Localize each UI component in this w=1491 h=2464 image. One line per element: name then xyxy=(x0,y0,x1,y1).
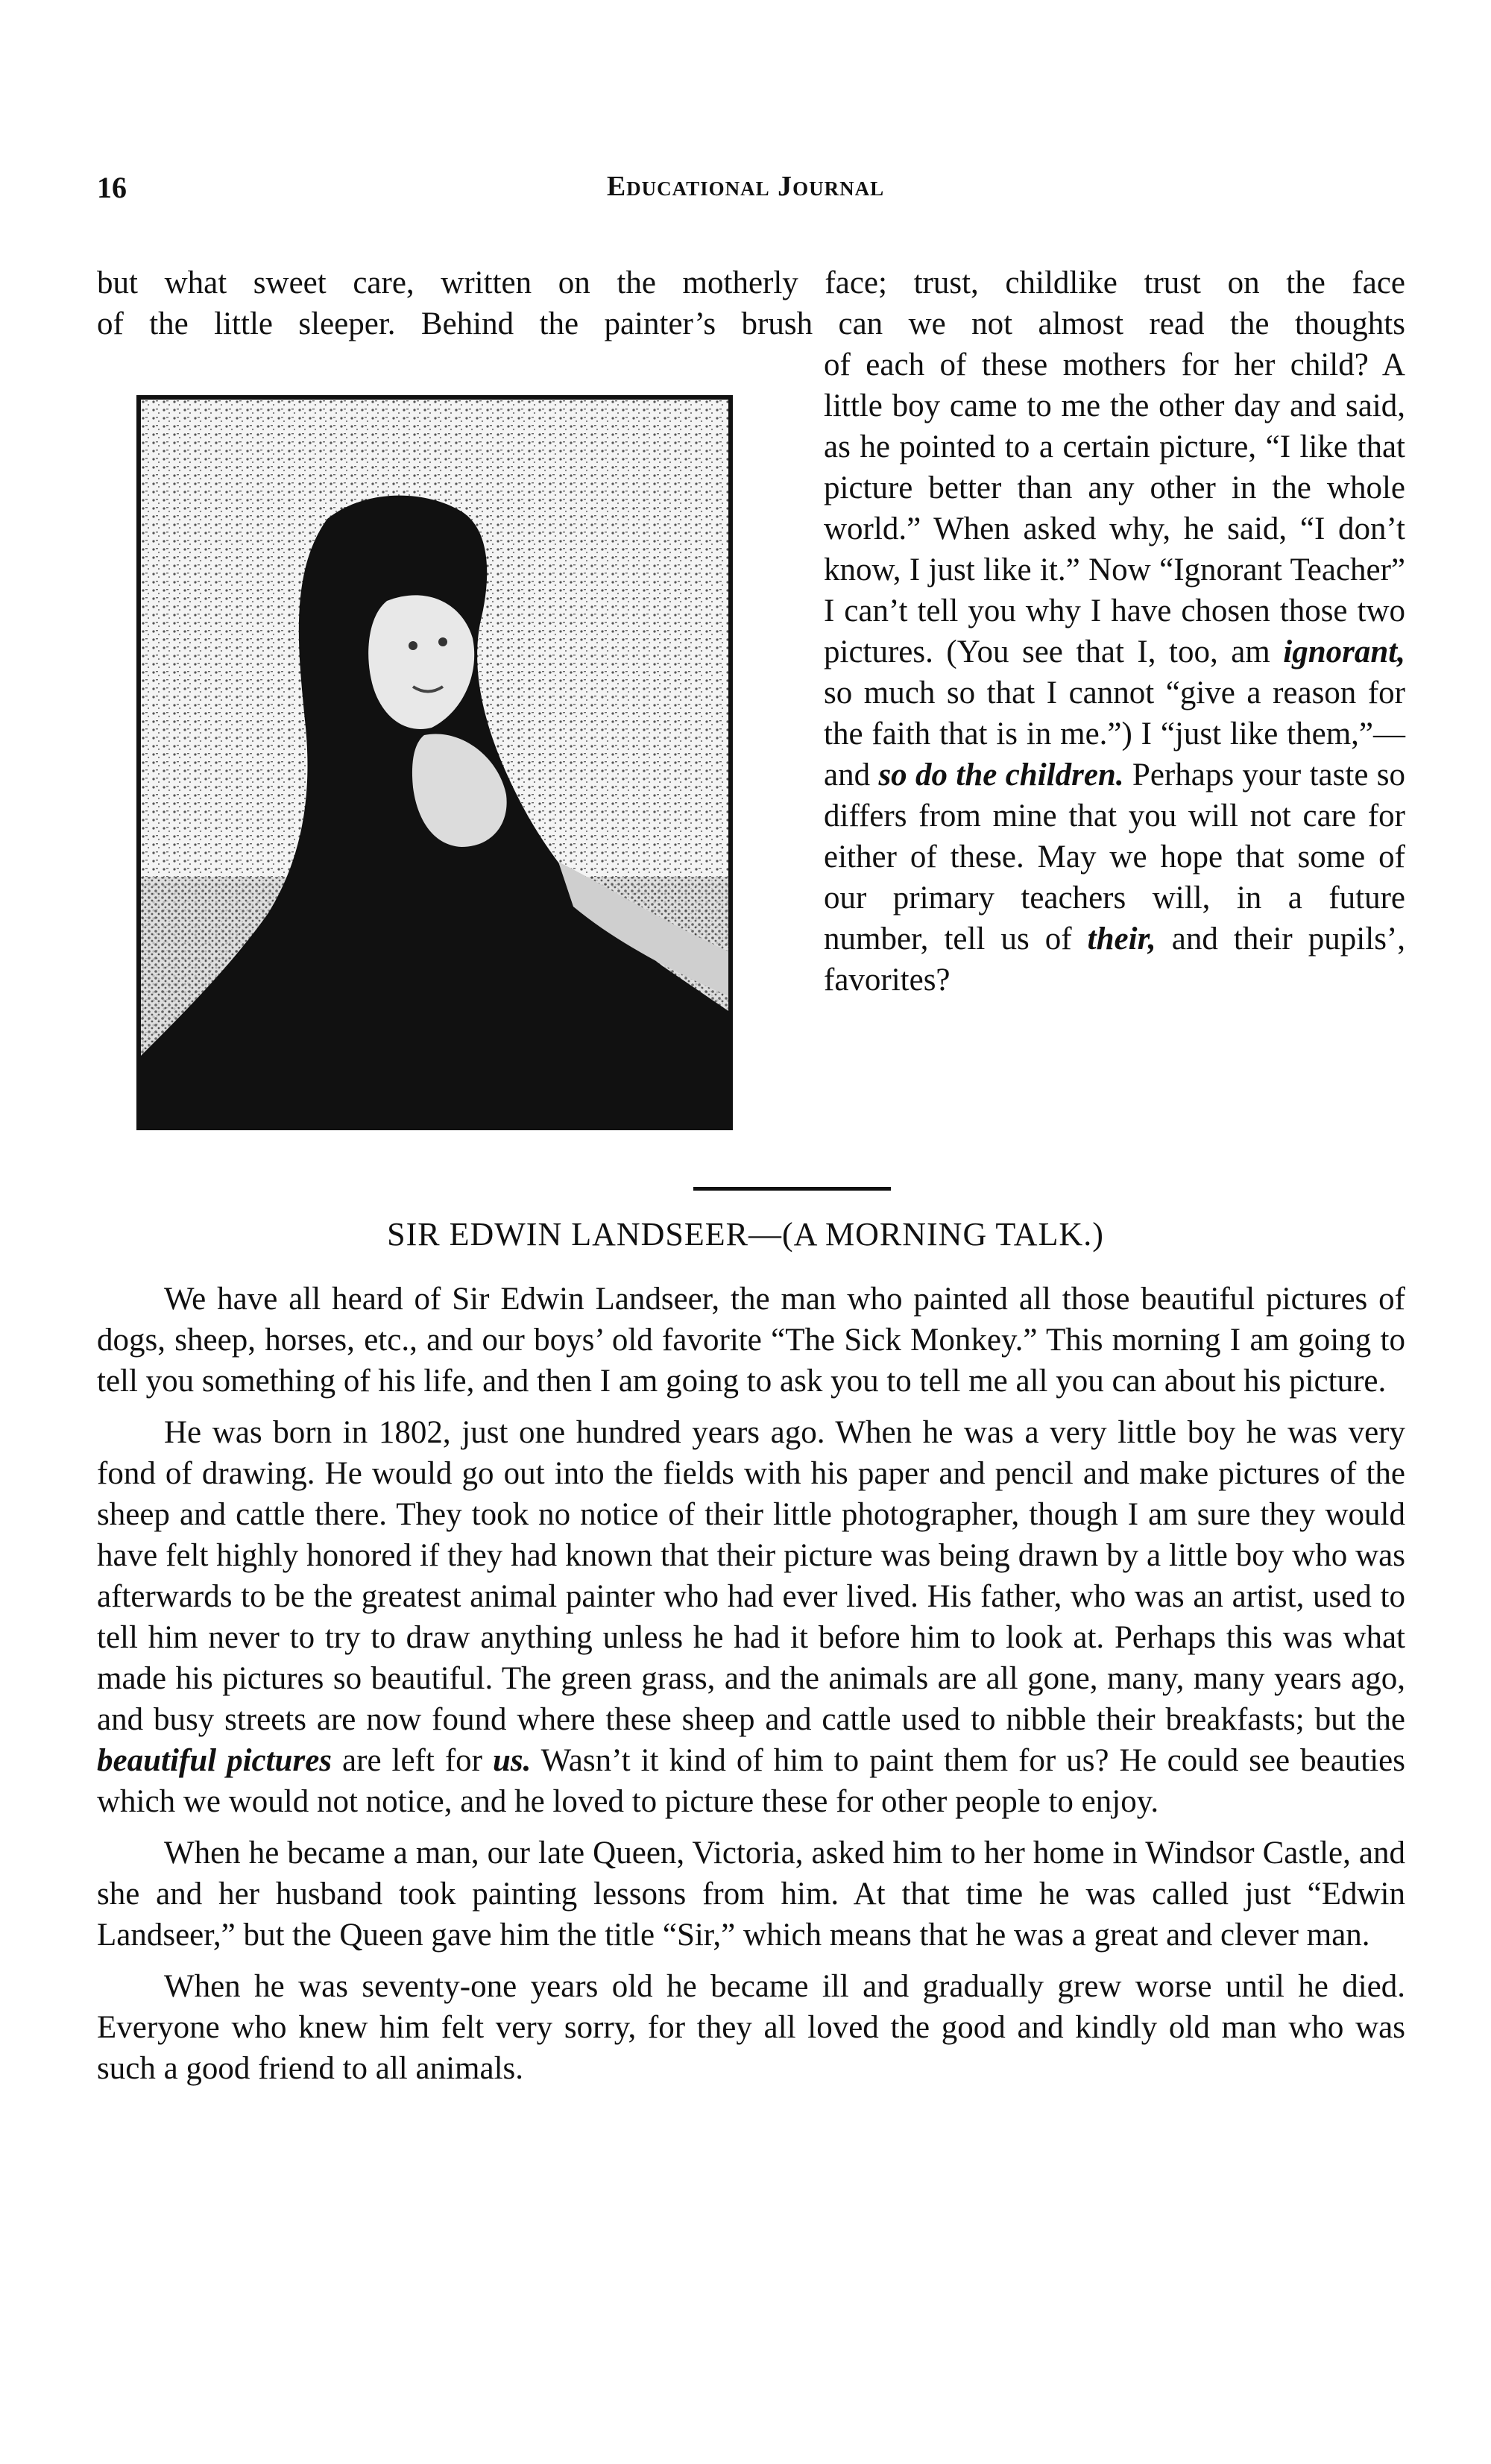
article-paragraph: We have all heard of Sir Edwin Landseer, the man who painted all those beautiful pictures of dogs, sheep, horses, etc., and our boys’ old favorite “The Sick Monkey.” This morning I am going to tell you something of his life, and then I am going to ask you to tell me all you can about his picture. xyxy=(97,1282,1405,1399)
article-body xyxy=(97,1279,1405,2099)
intro-line: of the little sleeper. Behind the painter’s brush can we not almost read the thoughts xyxy=(97,306,1405,341)
article-paragraph: He was born in 1802, just one hundred years ago. When he was a very little boy he was very fond of drawing. He would go out into the fields with his paper and pencil and make pictures of the sheep and cattle there. They took no notice of their little photographer, though I am sure they would have felt highly honored if they had known that their picture was being drawn by a little boy who was afterwards to be the greatest animal painter who had ever lived. His father, who was an artist, used to tell him never to try to draw anything unless he had it before him to look at. Perhaps this was what made his pictures so beautiful. The green grass, and the animals are all gone, many, many years ago, and busy streets are now found where these sheep and cattle used to nibble their breakfasts; but the beautiful pictures are left for us. Wasn’t it kind of him to paint them for us? He could see beauties which we would not notice, and he loved to picture these for other people to enjoy. xyxy=(97,1415,1405,1819)
article-paragraph: When he became a man, our late Queen, Victoria, asked him to her home in Windsor Castle, and she and her husband took painting lessons from him. At that time he was called just “Edwin Landseer,” but the Queen gave him the title “Sir,” which means that he was a great and clever man. xyxy=(97,1836,1405,1953)
halftone-portrait-image xyxy=(141,400,728,1126)
right-column-paragraph: of each of these mothers for her child? A little boy came to me the other day and said, as he pointed to a certain picture, “I like that picture better than any other in the whole world.” When asked why, he said, “I don’t know, I just like it.” Now “Ignorant Teacher” I can’t tell you why I have chosen those two pictures. (You see that I, too, am ignorant, so much so that I cannot “give a reason for the faith that is in me.”) I “just like them,”—and so do the children. Perhaps your taste so differs from mine that you will not care for either of these. May we hope that some of our primary teachers will, in a future number, tell us of their, and their pupils’, favorites? xyxy=(824,347,1405,998)
section-title: SIR EDWIN LANDSEER—(A MORNING TALK.) xyxy=(387,1216,1104,1253)
illustration-mother-and-child xyxy=(136,395,733,1130)
article-paragraph: When he was seventy-one years old he became ill and gradually grew worse until he died. Everyone who knew him felt very sorry, for they all loved the good and kindly old man who was such a good friend to all animals. xyxy=(97,1969,1405,2086)
intro-line: but what sweet care, written on the motherly face; trust, childlike trust on the face xyxy=(97,265,1405,300)
right-column-text xyxy=(824,344,1405,1001)
running-head: Educational Journal xyxy=(606,171,885,202)
intro-text xyxy=(97,262,1405,344)
section-divider xyxy=(693,1187,891,1191)
page-number: 16 xyxy=(97,171,127,204)
